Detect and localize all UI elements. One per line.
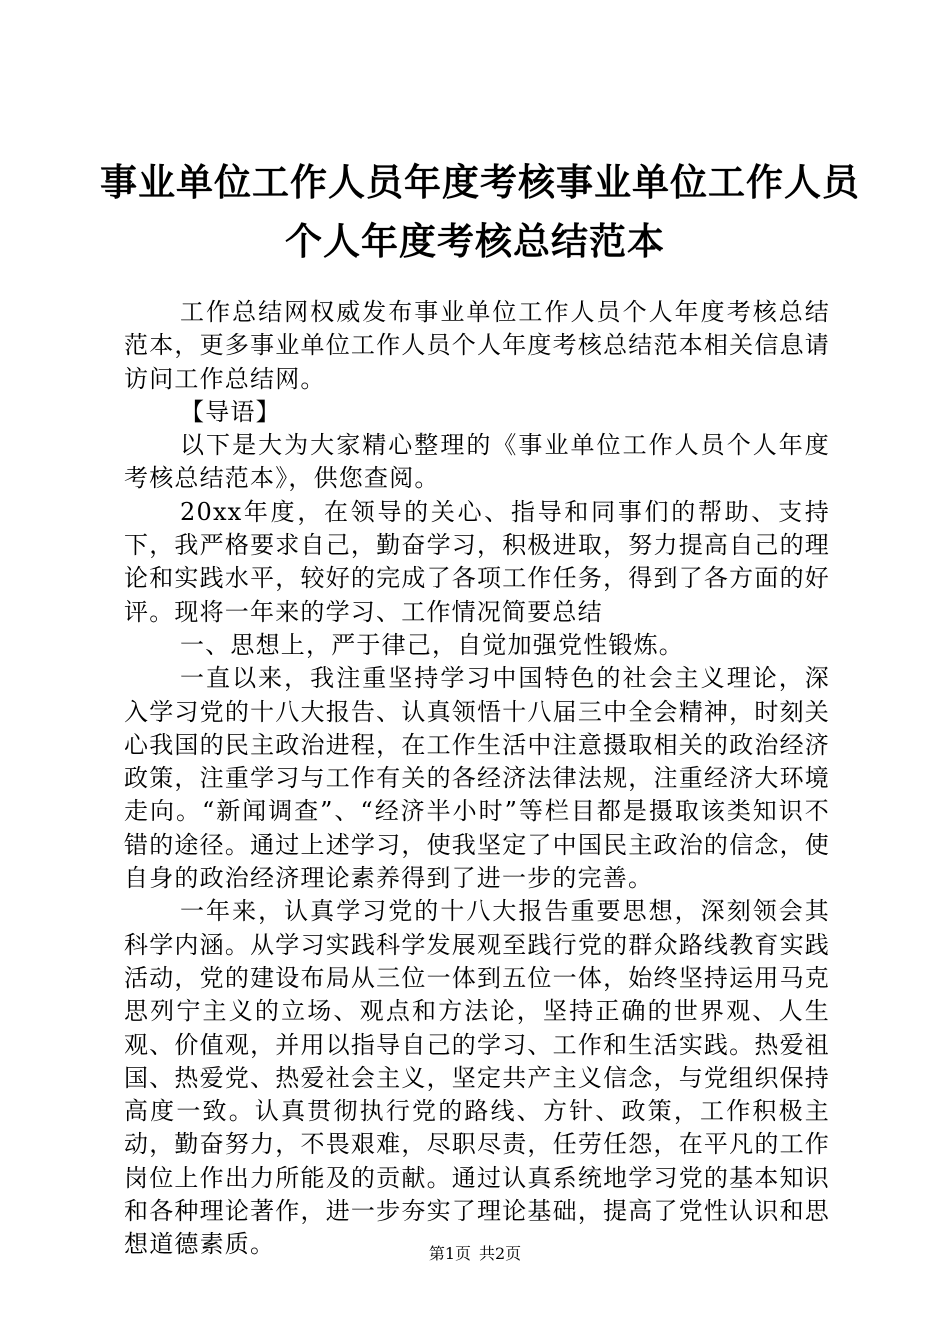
preface-label: 【导语】 [180, 397, 281, 426]
page-total: 共2页 [479, 1244, 522, 1263]
body-paragraph: 一直以来，我注重坚持学习中国特色的社会主义理论，深入学习党的十八大报告、认真领悟十八届三中全会精神，时刻关心我国的民主政治进程，在工作生活中注意摄取相关的政治经济政策，注重学习与工作有关的各经济法律法规，注重经济大环境走向。“新闻调查”、“经济半小时”等栏目都是摄取该类知识不错的途径。通过上述学习，使我坚定了中国民主政治的信念，使自身的政治经济理论素养得到了进一步的完善。 [124, 664, 830, 893]
preface-paragraph: 以下是大为大家精心整理的《事业单位工作人员个人年度考核总结范本》，供您查阅。 [124, 431, 830, 493]
opening-paragraph: 20xx年度，在领导的关心、指导和同事们的帮助、支持下，我严格要求自己，勤奋学习，积极进取，努力提高自己的理论和实践水平，较好的完成了各项工作任务，得到了各方面的好评。现将一年来的学习、工作情况简要总结 [124, 497, 830, 626]
document-body [124, 296, 830, 1262]
intro-paragraph: 工作总结网权威发布事业单位工作人员个人年度考核总结范本，更多事业单位工作人员个人年度考核总结范本相关信息请访问工作总结网。 [124, 298, 830, 393]
document-title-line-1: 事业单位工作人员年度考核事业单位工作人员 [100, 161, 860, 204]
body-paragraph: 一年来，认真学习党的十八大报告重要思想，深刻领会其科学内涵。从学习实践科学发展观至践行党的群众路线教育实践活动，党的建设布局从三位一体到五位一体，始终坚持运用马克思列宁主义的立场、观点和方法论，坚持正确的世界观、人生观、价值观，并用以指导自己的学习、工作和生活实践。热爱祖国、热爱党、热爱社会主义，坚定共产主义信念，与党组织保持高度一致。认真贯彻执行党的路线、方针、政策，工作积极主动，勤奋努力，不畏艰难，尽职尽责，任劳任怨，在平凡的工作岗位上作出力所能及的贡献。通过认真系统地学习党的基本知识和各种理论著作，进一步夯实了理论基础，提高了党性认识和思想道德素质。 [124, 897, 830, 1259]
page-number: 第1页 [428, 1244, 471, 1263]
page-footer [0, 1244, 950, 1264]
document-title-line-2: 个人年度考核总结范本 [285, 220, 665, 263]
section-heading: 一、思想上，严于律己，自觉加强党性锻炼。 [180, 630, 684, 659]
